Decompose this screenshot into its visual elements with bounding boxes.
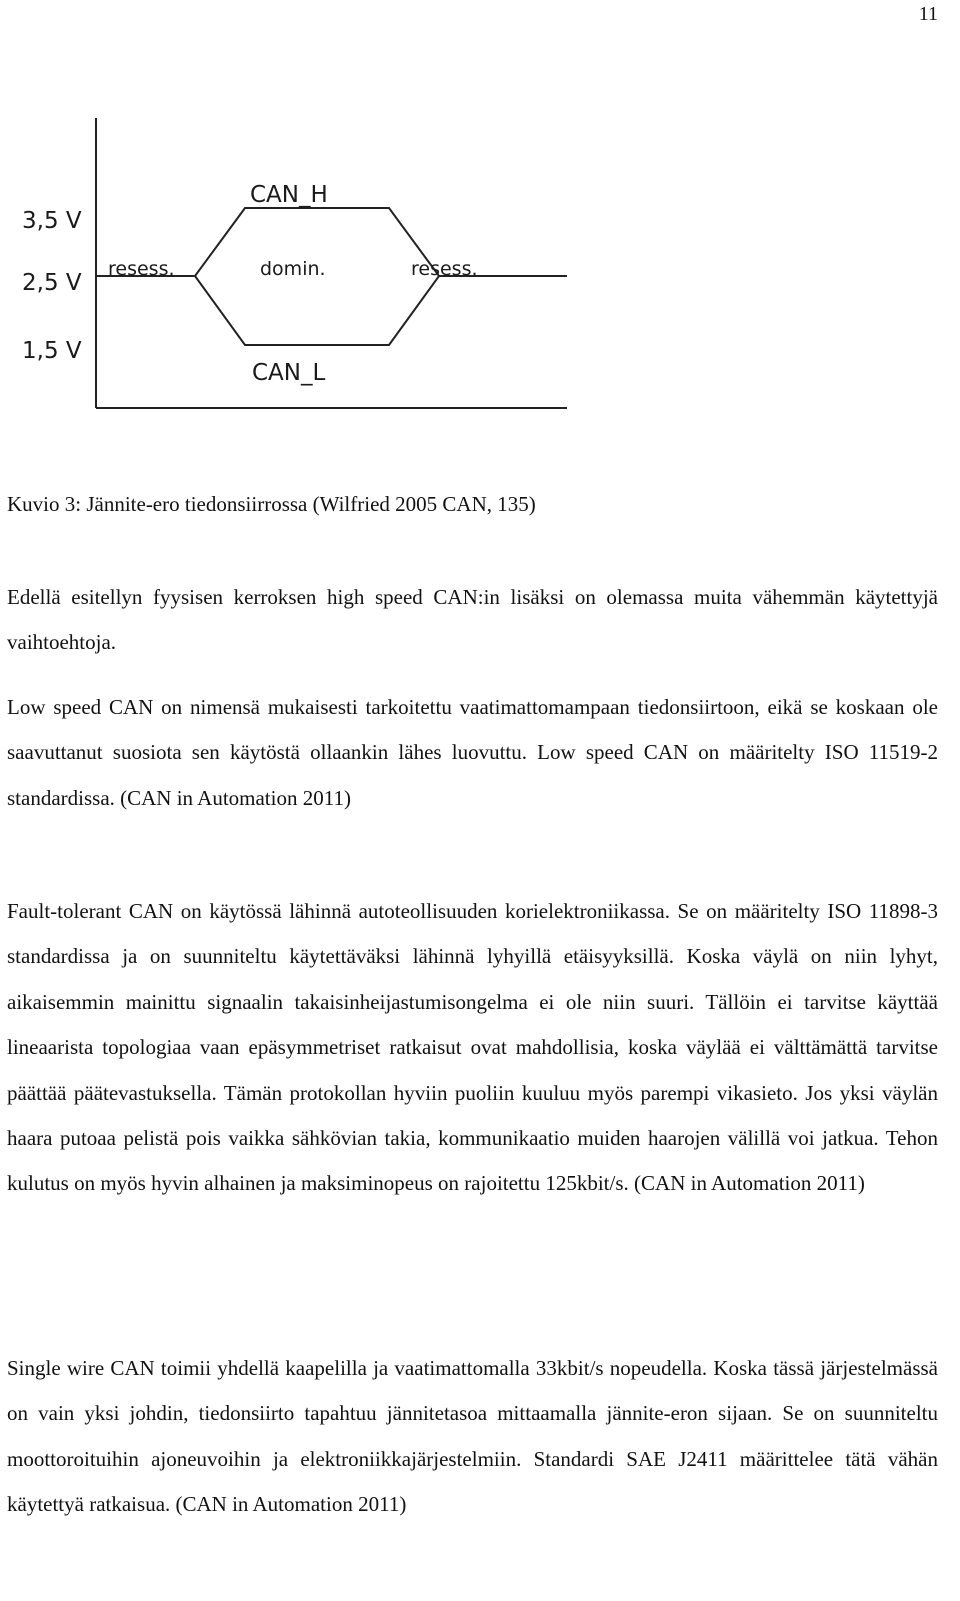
page-number: 11: [918, 3, 938, 25]
can-voltage-figure: [0, 100, 960, 430]
can-voltage-diagram: [0, 100, 960, 430]
can-l-label: CAN_L: [252, 360, 326, 386]
voltage-label-high: 3,5 V: [22, 208, 82, 234]
figure-caption: Kuvio 3: Jännite-ero tiedonsiirrossa (Wilfried 2005 CAN, 135): [7, 492, 536, 516]
can-h-label: CAN_H: [250, 182, 328, 208]
dominant-label: domin.: [260, 258, 326, 280]
paragraph-high-speed-alternatives: Edellä esitellyn fyysisen kerroksen high speed CAN:in lisäksi on olemassa muita vähemmän käytettyjä vaihtoehtoja.: [7, 585, 938, 655]
paragraph-low-speed-can: Low speed CAN on nimensä mukaisesti tarkoitettu vaatimattomampaan tiedonsiirtoon, eikä se koskaan ole saavuttanut suosiota sen käytöstä ollaankin lähes luovuttu. Low speed CAN on määritelty ISO 11519-2 standardissa. (CAN in Automation 2011): [7, 695, 938, 810]
voltage-label-mid: 2,5 V: [22, 270, 82, 296]
voltage-label-low: 1,5 V: [22, 338, 82, 364]
recessive-left-label: resess.: [108, 258, 175, 280]
recessive-right-label: resess.: [411, 258, 478, 280]
paragraph-fault-tolerant-can: Fault-tolerant CAN on käytössä lähinnä autoteollisuuden korielektroniikassa. Se on määritelty ISO 11898-3 standardissa ja on suunniteltu käytettäväksi lähinnä lyhyillä etäisyyksillä. Koska väylä on niin lyhyt, aikaisemmin mainittu signaalin takaisinheijastumisongelma ei ole niin suuri. Tällöin ei tarvitse käyttää lineaarista topologiaa vaan epäsymmetriset ratkaisut ovat mahdollisia, koska väylää ei välttämättä tarvitse päättää päätevastuksella. Tämän protokollan hyviin puoliin kuuluu myös parempi vikasieto. Jos yksi väylän haara putoaa pelistä pois vaikka sähkövian takia, kommunikaatio muiden haarojen välillä voi jatkua. Tehon kulutus on myös hyvin alhainen ja maksiminopeus on rajoitettu 125kbit/s. (CAN in Automation 2011): [7, 899, 938, 1196]
paragraph-single-wire-can: Single wire CAN toimii yhdellä kaapelilla ja vaatimattomalla 33kbit/s nopeudella. Koska tässä järjestelmässä on vain yksi johdin, tiedonsiirto tapahtuu jännitetasoa mittaamalla jännite-eron sijaan. Se on suunniteltu moottoroituihin ajoneuvoihin ja elektroniikkajärjestelmiin. Standardi SAE J2411 määrittelee tätä vähän käytettyä ratkaisua. (CAN in Automation 2011): [7, 1356, 938, 1517]
can-l-signal: [96, 276, 567, 345]
